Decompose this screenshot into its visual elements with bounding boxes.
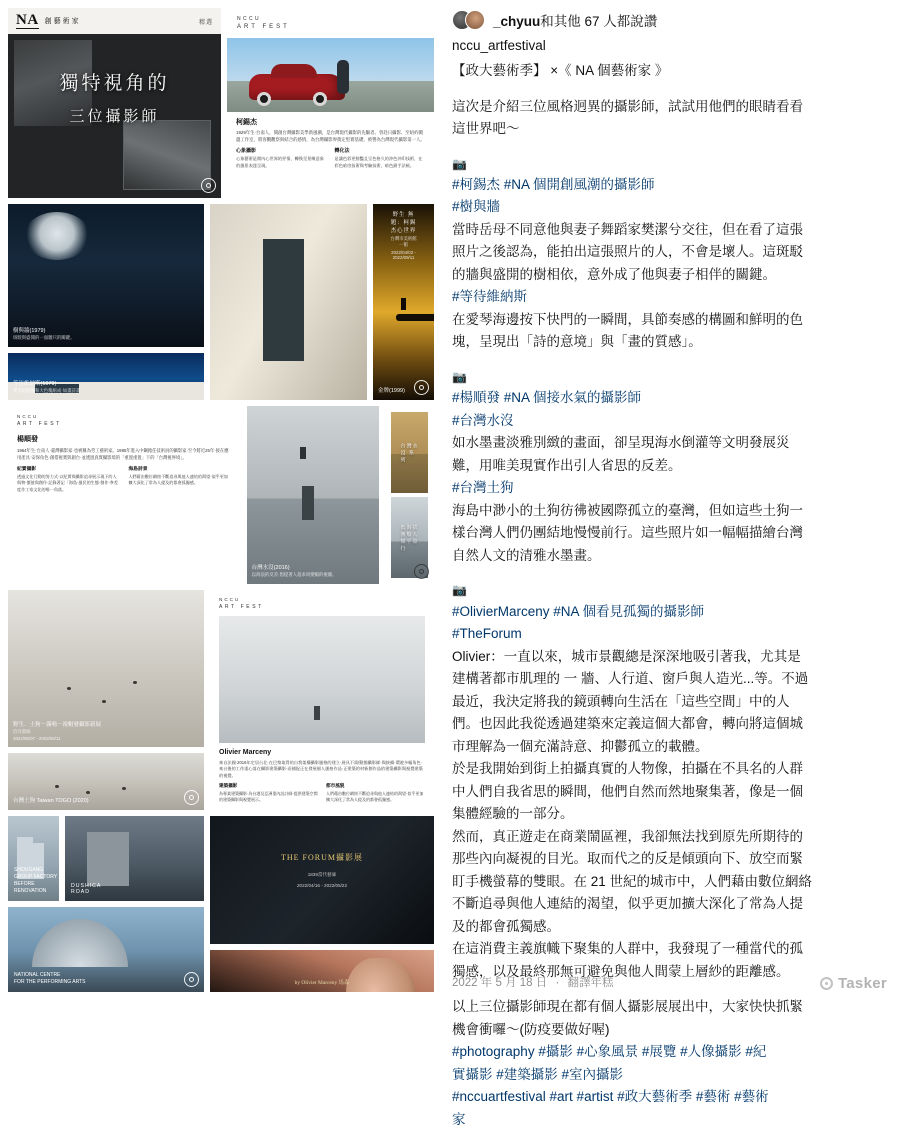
term-1-body: 為專業建築攝影·為台港及亞洲重內設計師·提供建築空間的建築攝影與視覺展示。 xyxy=(219,791,318,802)
section-3-p12: 不斷追尋與他人連結的渴望，似乎更加擴大深化了常為人提 xyxy=(452,896,803,912)
cell-caption-title: 台灣土狗 Taiwan TOGO (2020) xyxy=(13,798,89,804)
section-3-p10: 那些內向凝視的目光。取而代之的反是傾頭向下、放空而緊 xyxy=(452,851,803,867)
forum-title: THE FORUM攝影展 xyxy=(280,852,363,862)
section-3-p4: 們。也因此我從透過建築來定義這個大都會，轉向將這個城 xyxy=(452,716,803,732)
section-3-p15: 獨感，以及最終那無可避免與他人間蒙上層紗的距離感。 xyxy=(452,963,790,979)
term-1-title: 心象攝影 xyxy=(236,148,257,155)
card-kicker-2: ART FEST xyxy=(219,604,264,610)
section-3-p8: 集體經驗的一部分。 xyxy=(452,806,574,822)
gallery-cell-wall[interactable] xyxy=(210,204,367,400)
section-2-p5: 自然人文的清雅水墨畫。 xyxy=(452,547,601,563)
section-2-tag-2[interactable]: #台灣水沒 xyxy=(452,412,514,428)
section-1-tag-3[interactable]: #等待維納斯 xyxy=(452,289,528,305)
sea-photo-1 xyxy=(391,412,428,493)
section-3-p13: 及的都會孤獨感。 xyxy=(452,918,560,934)
multi-photo-icon xyxy=(184,972,199,987)
caption-intro-2: 這世界吧～ xyxy=(452,121,520,137)
car-photo xyxy=(227,38,434,112)
poster-kicker: 精選 xyxy=(198,19,213,26)
section-2-p2: 難，用唯美現實作出引人省思的反差。 xyxy=(452,457,682,473)
photographer-name: 柯錫杰 xyxy=(236,119,257,126)
term-2-body: 是讓色彩更鮮豔且呈色格久的沖色沖印技術，在彩色暗房技術與考驗技術，暗色鎖手法極。 xyxy=(334,156,423,168)
portrait-credit: by Olivier Marceny 馬森 xyxy=(294,980,350,986)
cell-caption-title: 金牌(1999) xyxy=(378,388,405,394)
caption-body xyxy=(452,61,889,1130)
camera-icon: 📷 xyxy=(452,369,467,384)
gallery-cell-dog-exhibit[interactable] xyxy=(8,590,204,747)
olivier-photo xyxy=(219,616,425,743)
cell-caption-venue: 信洋畫廊 xyxy=(13,729,31,734)
likes-row[interactable] xyxy=(452,10,889,30)
account-handle[interactable]: nccu_artfestival xyxy=(452,38,546,53)
hashtags-line-2[interactable]: 實攝影 #建築攝影 #室內攝影 xyxy=(452,1066,624,1082)
gallery-cell-portrait[interactable] xyxy=(210,950,434,992)
cell-caption-title: 台灣水沒(2016) xyxy=(251,565,290,571)
cell-caption-title: 野生．土狗－霧鳴－視帽發攝影新展 xyxy=(13,722,102,728)
gallery-row xyxy=(8,204,434,400)
section-1-p3: 的牆與盛開的樹相依，意外成了他與妻子相伴的關鍵。 xyxy=(452,266,776,282)
post-date: 2022 年 5 月 18 日 xyxy=(452,977,548,989)
cell-caption xyxy=(14,972,86,986)
poster-header xyxy=(8,8,221,34)
hashtags-line-3[interactable]: #nccuartfestival #art #artist #政大藝術季 #藝術 #藝術 xyxy=(452,1089,769,1105)
term-2-title: 都市風貌 xyxy=(326,783,345,788)
section-3-p1: Olivier：一直以來，城市景觀總是深深地吸引著我，尤其是 xyxy=(452,648,801,664)
section-3-p3: 最近，我決定將我的鏡頭轉向生活在「這些空間」中的人 xyxy=(452,693,790,709)
cell-caption xyxy=(13,720,101,741)
cell-caption xyxy=(378,386,405,394)
cell-caption-sub: 斑駁與盛開的一面牆只的關鍵。 xyxy=(13,334,75,340)
gallery-cell-shougang[interactable] xyxy=(8,816,59,901)
cell-caption-line2: FOR THE PERFORMING ARTS xyxy=(14,979,86,985)
photographer-name: 楊順發 xyxy=(17,436,38,443)
gallery-row xyxy=(8,816,434,992)
card-kicker-1: NCCU xyxy=(17,414,39,419)
avatar xyxy=(465,10,485,30)
gallery-cell-sea-series[interactable] xyxy=(385,406,434,584)
gallery-cell-national-centre[interactable] xyxy=(8,907,204,992)
cell-caption xyxy=(13,796,89,804)
cell-caption-line2: BEFORE RENOVATION xyxy=(14,881,47,894)
section-3-p11: 盯手機螢幕的雙眼。在 21 世紀的城市中，人們藉由數位網絡 xyxy=(452,873,813,889)
section-3-p14: 在這消費主義旗幟下聚集的人群中，我發現了一種當代的孤 xyxy=(452,941,803,957)
gallery-row xyxy=(8,8,434,198)
gallery-row xyxy=(8,406,434,584)
outro-2: 機會衝囉～(防疫要做好喔) xyxy=(452,1021,610,1037)
tasker-logo-icon xyxy=(820,977,833,990)
multi-photo-icon xyxy=(201,178,216,193)
forum-venue: 1839當代藝廊 xyxy=(307,872,337,878)
footer-separator: · xyxy=(555,977,560,989)
cell-caption xyxy=(252,563,337,578)
term-2-body: 人們藉由數位網絡不斷追尋與他人連結的渴望·似乎更加擴大深化了常為人提及的都會孤獨感。 xyxy=(128,474,228,486)
cell-caption xyxy=(13,326,74,341)
section-1-p2: 照片之後認為，能拍出這張照片的人，不會是壞人。這斑駁 xyxy=(452,244,803,260)
cell-caption-title: 等待維納斯(1979) xyxy=(13,381,57,387)
term-2-title: 轉化法 xyxy=(334,148,350,155)
image-gallery xyxy=(0,0,440,1000)
term-2-body: 人們藉由數位網絡不斷追尋與他人連結的渴望·似乎更加擴大深化了常為人提及的都會孤獨感。 xyxy=(326,791,424,802)
poster-title-line2: 三位攝影師 xyxy=(69,109,160,125)
term-1-body: 心象藝術是開內心世界的抒情，轉換至景緻意象的風景表達呈現。 xyxy=(236,156,324,168)
caption-intro-1: 這次是介紹三位風格迥異的攝影師，試試用他們的眼睛看看 xyxy=(452,98,803,114)
caption-pane xyxy=(440,0,903,1127)
section-1-tag-2[interactable]: #樹與牆 xyxy=(452,199,501,215)
cell-caption xyxy=(13,379,80,394)
section-1-tags[interactable]: #柯錫杰 #NA 個開創風潮的攝影師 xyxy=(452,176,655,192)
multi-photo-icon xyxy=(414,380,429,395)
cell-caption-dates: 2022/05/07 - 2022/06/11 xyxy=(13,736,61,741)
term-1-title: 建築攝影 xyxy=(219,783,238,788)
cell-caption-sub: 愛琴的鮮豔和大色塊組成·如畫詩畫 xyxy=(13,388,81,393)
card-kicker-2: ART FEST xyxy=(237,24,290,30)
section-2-tag-3[interactable]: #台灣土狗 xyxy=(452,480,514,496)
watermark-text: Tasker xyxy=(837,975,887,992)
gallery-cell-yang-profile[interactable] xyxy=(8,406,241,584)
liker-username[interactable]: _chyuu xyxy=(493,14,541,29)
gallery-cell-tree-wall[interactable] xyxy=(8,204,204,347)
section-3-tag-2[interactable]: #TheForum xyxy=(452,626,522,642)
section-1-p4: 在愛琴海邊按下快門的一瞬間，具節奏感的構圖和鮮明的色 xyxy=(452,311,803,327)
cell-caption-line1: DUSHICA xyxy=(71,883,102,889)
section-3-tags[interactable]: #OlivierMarceny #NA 個看見孤獨的攝影師 xyxy=(452,603,705,619)
cell-caption-title: 樹與牆(1979) xyxy=(13,327,46,334)
cell-caption-sub: 以海浪的反差·想提著人超求同變幅的視圖。 xyxy=(251,572,337,577)
sea-photo-2-label: 低海拔漁船人類平原行 xyxy=(400,524,419,552)
gallery-row xyxy=(8,590,434,810)
section-1-p5: 塊，呈現出「詩的意境」與「畫的質感」。 xyxy=(452,334,702,350)
cell-caption xyxy=(71,883,101,895)
camera-icon: 📷 xyxy=(452,583,467,598)
forum-dates: 2022/04/16 - 2022/05/22 xyxy=(296,882,348,888)
translate-button[interactable]: 翻譯年糕 xyxy=(567,977,614,989)
post-footer xyxy=(452,974,614,990)
likes-suffix: 和其他 67 人都說讚 xyxy=(540,14,658,29)
exhibition-venue: 台灣市美術館一館 xyxy=(390,236,417,247)
likes-text xyxy=(493,10,657,30)
section-2-p1: 如水墨畫淡雅別緻的畫面，卻呈現海水倒灌等文明發展災 xyxy=(452,435,790,451)
term-1-title: 紀實攝影 xyxy=(17,467,37,473)
multi-photo-icon xyxy=(184,790,199,805)
gallery-cell-dushica[interactable] xyxy=(65,816,204,901)
section-2-p4: 樣台灣人們仍團結地慢慢前行。這些照片如一幅幅描繪台灣 xyxy=(452,525,803,541)
exhibition-title: 野生 無題：柯錫杰心世界 xyxy=(390,212,417,234)
watermark xyxy=(820,975,887,992)
hashtags-line-4[interactable]: 家 xyxy=(452,1111,466,1127)
cell-caption-line1: SHOUGANG GROUP FACTORY xyxy=(14,867,58,880)
photographer-name: Olivier Marceny xyxy=(219,748,272,756)
poster-image-b xyxy=(123,120,211,190)
section-1-p1: 當時岳母不同意他與妻子舞蹈家樊潔兮交往，但在看了這張 xyxy=(452,221,803,237)
liker-avatars xyxy=(452,10,486,30)
card-kicker-1: NCCU xyxy=(219,597,241,602)
caption-title: 【政大藝術季】 ×《 NA 個藝術家 》 xyxy=(452,63,669,78)
photographer-bio: 1929年生·台南人，開創台灣攝影美學新風潮，是台灣現代攝影的先驅者。曾赴日攝影、至紐約闖盪工作室，將客觀觀察與結合的感情，為台灣攝影界奠定堅實基礎，被譽為台灣現代攝影第一人。 xyxy=(236,130,425,142)
poster-brand-sub: 創藝術家 xyxy=(44,18,81,25)
exhibition-header xyxy=(388,210,419,260)
na-logo: NA xyxy=(16,11,39,28)
gallery-cell-tide-flat[interactable] xyxy=(247,406,380,584)
section-3-p6: 於是我開始到街上拍攝真實的人物像，拍攝在不具名的人群 xyxy=(452,761,803,777)
gallery-cell-poster[interactable] xyxy=(8,8,221,198)
gallery-cell-gold-sea[interactable] xyxy=(373,204,434,400)
gallery-cell-venus[interactable] xyxy=(8,353,204,401)
term-2-title: 海島詩景 xyxy=(128,467,148,473)
card-kicker-1: NCCU xyxy=(237,16,262,22)
cell-caption-line2: ROAD xyxy=(71,889,90,895)
section-3-p2: 建構著都市肌理的 一 牆、人行道、窗戶與人造光...等。不過 xyxy=(452,671,809,687)
poster-body xyxy=(8,34,221,198)
section-3-p9: 然而，真正遊走在商業鬧區裡，我卻無法找到原先所期待的 xyxy=(452,828,803,844)
exhibition-dates: 2022/04/02 - 2022/09/11 xyxy=(391,250,416,260)
card-text xyxy=(227,112,434,175)
card-kicker-2: ART FEST xyxy=(17,421,62,427)
gallery-cell-ko-profile[interactable] xyxy=(227,8,434,198)
card-kicker xyxy=(227,8,434,34)
section-3-p5: 市理解為一個充滿詩意、抑鬱孤立的載體。 xyxy=(452,738,709,754)
poster-title xyxy=(8,68,221,126)
cell-caption xyxy=(14,867,59,895)
term-1-body: 透過文化行動的努力式·以紀實與攝影追尋展示現下的人與物·價值與創作·記錄著記「海島·風民的生態·創作·參差度作工家文化的唯一角落。 xyxy=(17,474,118,492)
cell-caption-line1: NATIONAL CENTRE xyxy=(14,972,61,978)
section-2-p3: 海島中渺小的土狗彷彿被國際孤立的臺灣，但如這些土狗一 xyxy=(452,502,803,518)
gallery-cell-olivier-profile[interactable] xyxy=(210,590,434,810)
multi-photo-icon xyxy=(414,564,429,579)
gallery-cell-taiwan-togo[interactable] xyxy=(8,753,204,810)
camera-icon: 📷 xyxy=(452,156,467,171)
outro-1: 以上三位攝影師現在都有個人攝影展展出中，大家快快抓緊 xyxy=(452,999,803,1015)
photographer-bio: 1964年生·台南人·臺灣攝影家·也被稱為勞工藝術家。1985年進入中鋼擔任技術員的攝影家·至今將近25年·接在應用產具·安保角色·創搭視實與創台·並透過真實攝影境的「重置重置」下的「台灣視界境」。 xyxy=(17,448,229,460)
section-2-tags[interactable]: #楊順發 #NA 個接水氣的攝影師 xyxy=(452,390,642,406)
section-3-p7: 中人們自我省思的瞬間，他們自然而然地聚集著，像是一個 xyxy=(452,783,803,799)
hashtags-line-1[interactable]: #photography #攝影 #心象風景 #展覽 #人像攝影 #紀 xyxy=(452,1044,767,1060)
photographer-bio: 來自法國·2016年定居台北·在巴黎取得的自我架構攝影風格的建立·展具不需/動態攝影師·與接續·環遊多幅角色·來台後的工作重心落在攝影建築攝影·而捕捉正在發展個人風格作品·正建築的材新創作品的建築攝影與視覺建築的視覺。 xyxy=(219,759,423,778)
gallery-cell-the-forum[interactable] xyxy=(210,816,434,944)
poster-title-line1: 獨特視角的 xyxy=(59,73,170,94)
sea-photo-1-label: 台灣水沒 系列 xyxy=(400,443,419,463)
